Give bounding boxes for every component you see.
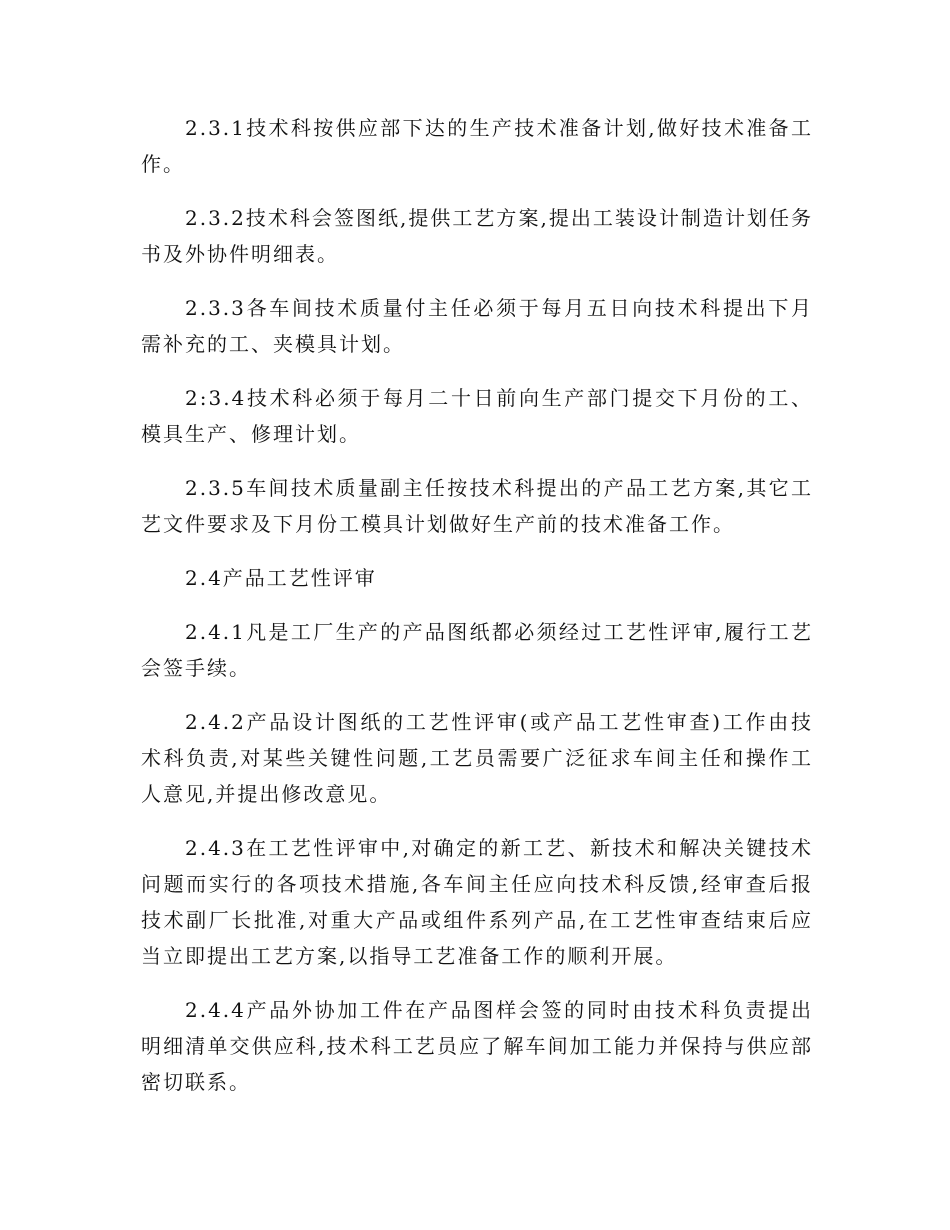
paragraph-2-3-3: 2.3.3各车间技术质量付主任必须于每月五日向技术科提出下月需补充的工、夹模具计划。: [141, 296, 813, 356]
document-body: [141, 110, 813, 1118]
paragraph-2-3-5: 2.3.5车间技术质量副主任按技术科提出的产品工艺方案,其它工艺文件要求及下月份工模具计划做好生产前的技术准备工作。: [141, 476, 813, 536]
paragraph-2-3-4: 2:3.4技术科必须于每月二十日前向生产部门提交下月份的工、模具生产、修理计划。: [141, 386, 813, 446]
paragraph-2-4-2: 2.4.2产品设计图纸的工艺性评审(或产品工艺性审查)工作由技术科负责,对某些关键性问题,工艺员需要广泛征求车间主任和操作工人意见,并提出修改意见。: [141, 710, 813, 806]
paragraph-2-4-3: 2.4.3在工艺性评审中,对确定的新工艺、新技术和解决关键技术问题而实行的各项技术措施,各车间主任应向技术科反馈,经审查后报技术副厂长批准,对重大产品或组件系列产品,在工艺性审查结束后应当立即提出工艺方案,以指导工艺准备工作的顺利开展。: [141, 836, 813, 968]
paragraph-2-4-1: 2.4.1凡是工厂生产的产品图纸都必须经过工艺性评审,履行工艺会签手续。: [141, 620, 813, 680]
paragraph-2-3-1: 2.3.1技术科按供应部下达的生产技术准备计划,做好技术准备工作。: [141, 116, 813, 176]
section-heading-2-4: 2.4产品工艺性评审: [185, 566, 377, 590]
paragraph-2-4-4: 2.4.4产品外协加工件在产品图样会签的同时由技术科负责提出明细清单交供应科,技术科工艺员应了解车间加工能力并保持与供应部密切联系。: [141, 998, 813, 1094]
paragraph-2-3-2: 2.3.2技术科会签图纸,提供工艺方案,提出工装设计制造计划任务书及外协件明细表。: [141, 206, 813, 266]
